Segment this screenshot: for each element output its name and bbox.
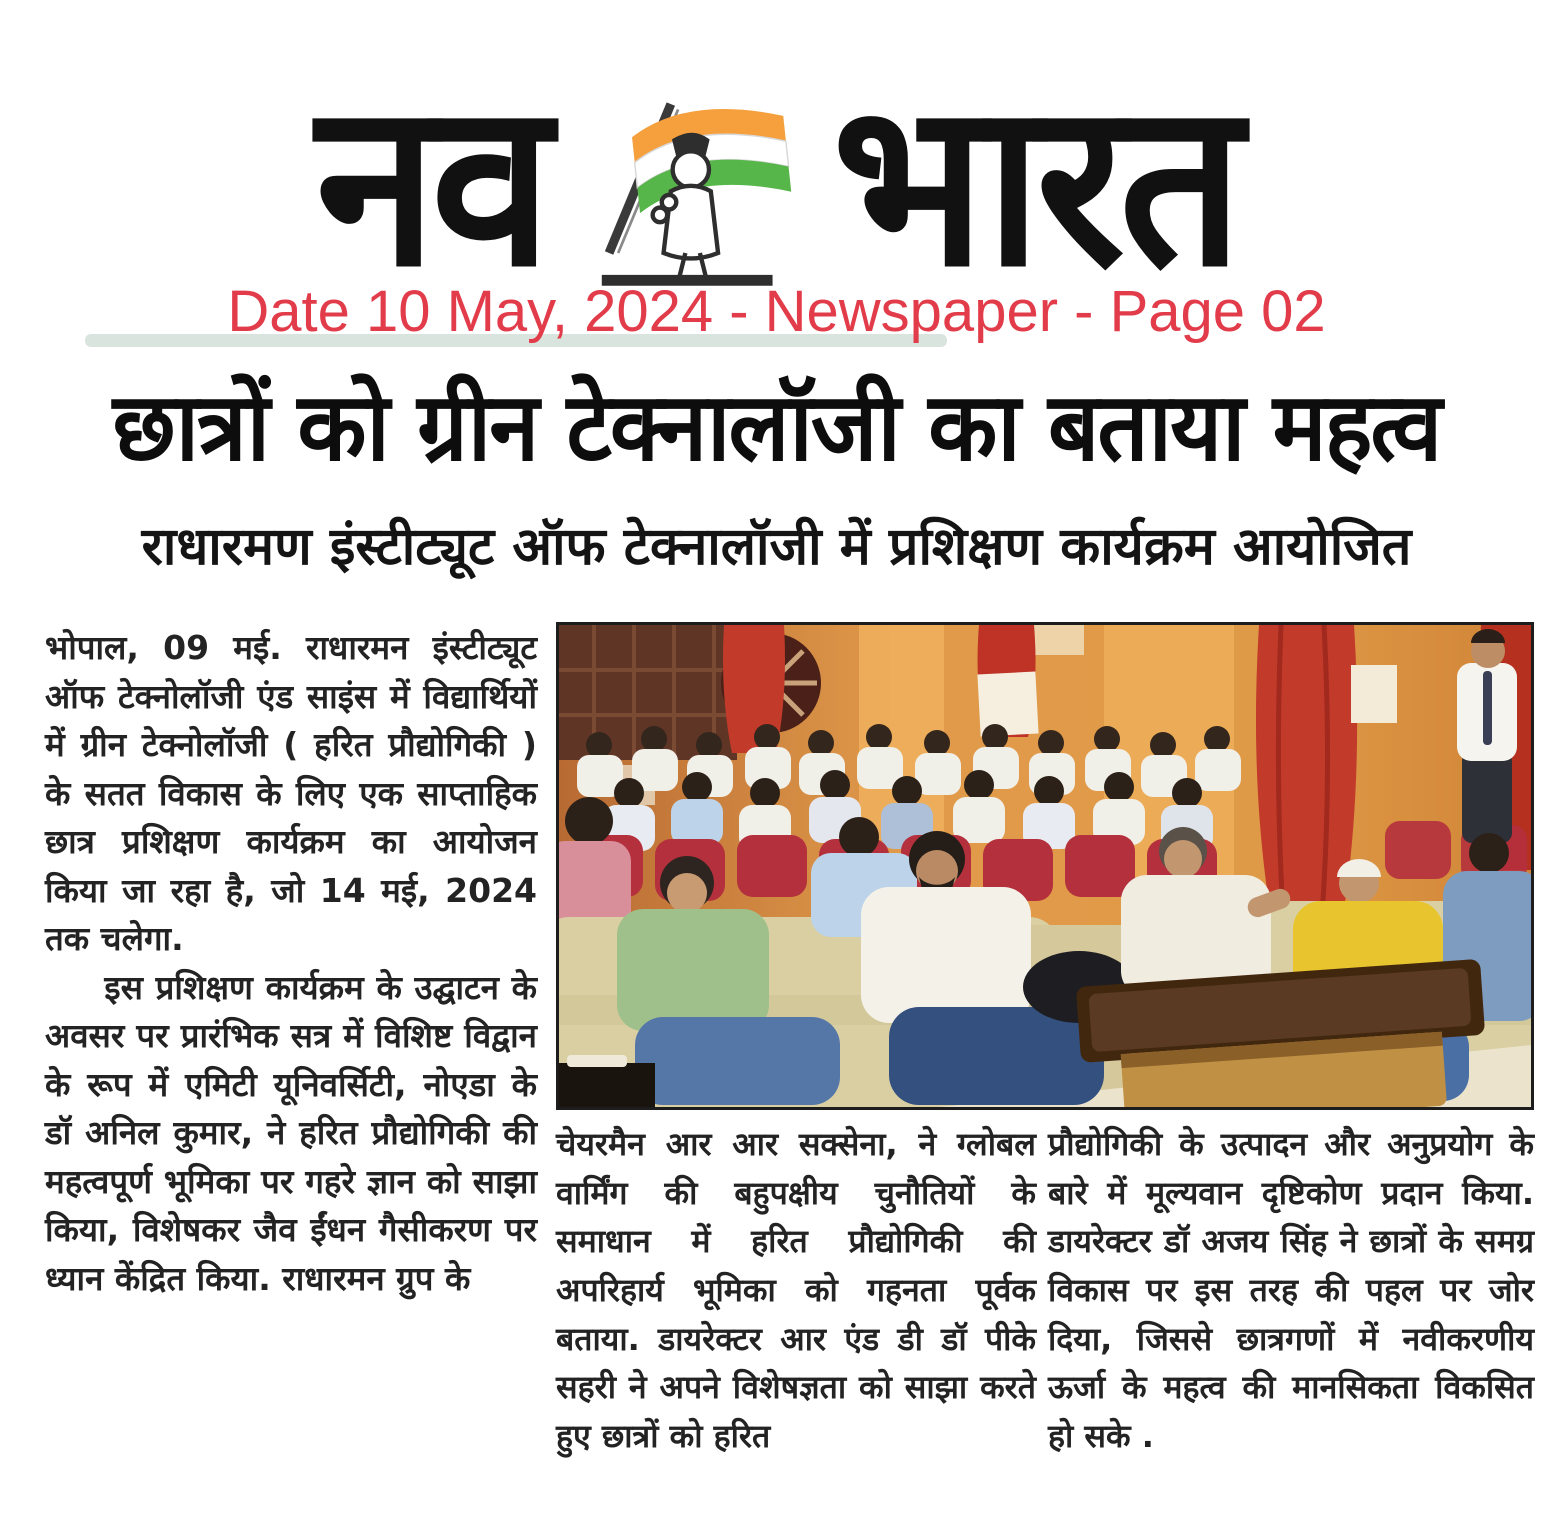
article-photo <box>556 622 1534 1110</box>
paragraph: भोपाल, 09 मई. राधारमन इंस्टीट्यूट ऑफ टेक्नोलॉजी एंड साइंस में विद्यार्थियों में ग्रीन टेक्नोलॉजी ( हरित प्रौद्योगिकी ) के सतत विकास के लिए एक साप्ताहिक छात्र प्रशिक्षण कार्यक्रम का आयोजन किया जा रहा है, जो 14 मई, 2024 तक चलेगा. <box>45 628 537 958</box>
auditorium-photo-illustration <box>559 625 1531 1107</box>
paragraph: प्रौद्योगिकी के उत्पादन और अनुप्रयोग के बारे में मूल्यवान दृष्टिकोण प्रदान किया. डायरेक्टर डॉ अजय सिंह ने छात्रों के समग्र विकास पर इस तरह की पहल पर जोर दिया, जिससे छात्रगणों में नवीकरणीय ऊर्जा के महत्व की मानसिकता विकसित हो सके . <box>1048 1125 1534 1455</box>
article-subheadline: राधारमण इंस्टीट्यूट ऑफ टेक्नालॉजी में प्रशिक्षण कार्यक्रम आयोजित <box>141 517 1412 577</box>
paragraph: चेयरमैन आर आर सक्सेना, ने ग्लोबल वार्मिंग की बहुपक्षीय चुनौतियों के समाधान में हरित प्रौद्योगिकी की अपरिहार्य भूमिका को गहनता पूर्वक बताया. डायरेक्टर आर एंड डी डॉ पीके सहरी ने अपने विशेषज्ञता को साझा करते हुए छात्रों को हरित <box>556 1125 1036 1455</box>
article-headline: छात्रों को ग्रीन टेक्नालॉजी का बताया महत्व <box>112 372 1441 483</box>
masthead-title-left: नव <box>315 54 547 318</box>
body-column-left <box>45 624 537 1303</box>
indian-flag-icon <box>560 75 818 293</box>
nav-bharat-flag-logo <box>560 75 818 293</box>
date-page-caption: Date 10 May, 2024 - Newspaper - Page 02 <box>227 279 1326 344</box>
paragraph: इस प्रशिक्षण कार्यक्रम के उद्घाटन के अवसर पर प्रारंभिक सत्र में विशिष्ट विद्वान के रूप में एमिटी यूनिवर्सिटी, नोएडा के डॉ अनिल कुमार, ने हरित प्रौद्योगिकी की महत्वपूर्ण भूमिका पर गहरे ज्ञान को साझा किया, विशेषकर जैव ईंधन गैसीकरण पर ध्यान केंद्रित किया. राधारमन ग्रुप के <box>45 967 537 1298</box>
body-column-right <box>1048 1120 1534 1460</box>
body-column-middle <box>556 1120 1036 1460</box>
masthead-title-right: भारत <box>832 54 1238 318</box>
